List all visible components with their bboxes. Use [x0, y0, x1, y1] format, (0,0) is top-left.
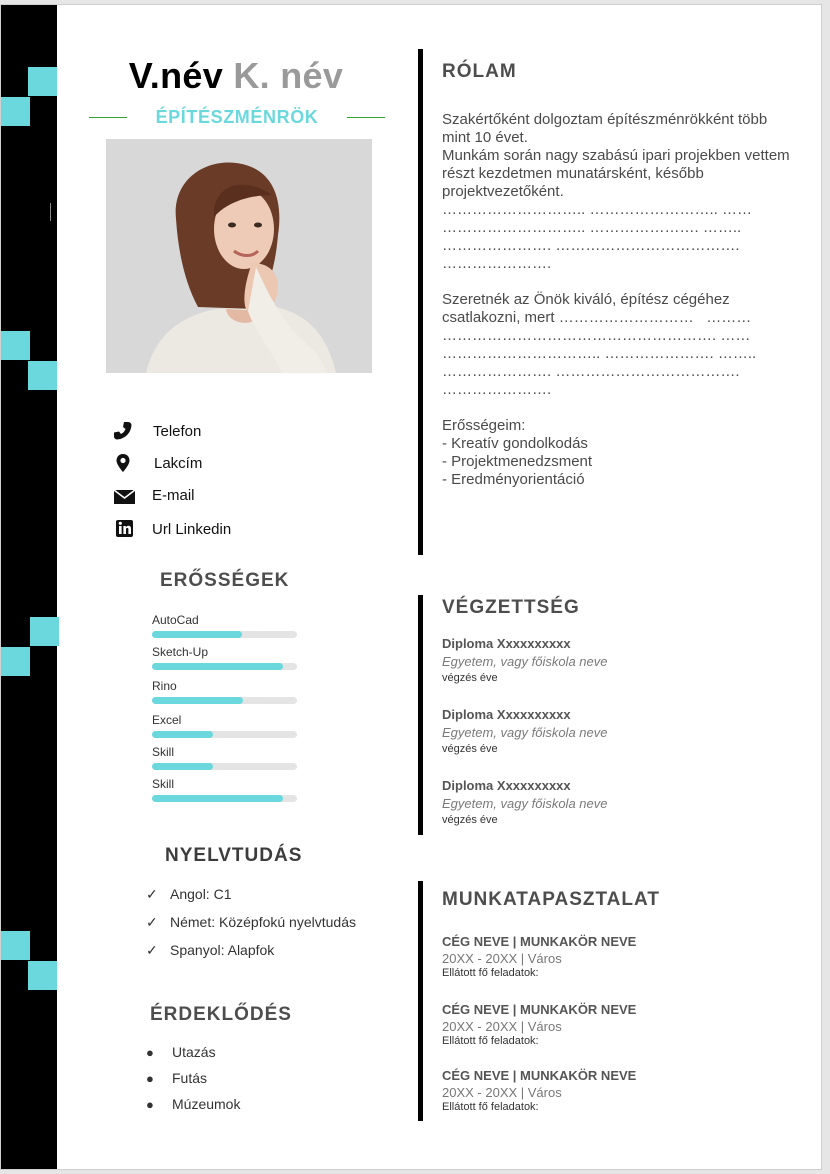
contact-phone-label: Telefon [153, 423, 202, 440]
education-title: VÉGZETTSÉG [442, 597, 580, 618]
language-item [146, 886, 231, 903]
accent-square [1, 931, 30, 960]
section-bar-about [418, 49, 423, 555]
degree: Diploma Xxxxxxxxxx [442, 636, 571, 651]
skills-title: ERŐSSÉGEK [160, 570, 290, 591]
education-item [442, 778, 782, 826]
education-item [442, 707, 782, 755]
skill-bar-fill [152, 795, 283, 802]
education-item [442, 636, 782, 684]
accent-square [30, 617, 59, 646]
job-role: ÉPÍTÉSZMÉNRÖK [155, 107, 319, 127]
skill-label: Excel [152, 713, 182, 727]
school: Egyetem, vagy főiskola neve [442, 796, 608, 811]
skill-item [152, 613, 297, 638]
skill-item [152, 777, 297, 802]
accent-square [1, 97, 30, 126]
linkedin-icon [113, 517, 137, 537]
language-item [146, 942, 274, 959]
bullet-icon: ● [146, 1071, 154, 1086]
interest-label: Múzeumok [172, 1096, 241, 1112]
languages-title: NYELVTUDÁS [165, 845, 303, 866]
bullet-icon: ● [146, 1045, 154, 1060]
skill-bar-track [152, 763, 297, 770]
first-name: V.név [128, 55, 224, 96]
location-pin-icon [113, 453, 137, 473]
envelope-icon [113, 485, 137, 505]
text-cursor [50, 203, 51, 221]
about-text [442, 111, 792, 489]
skill-bar-fill [152, 763, 213, 770]
language-label: Angol: C1 [170, 886, 232, 902]
skill-label: Sketch-Up [152, 645, 209, 659]
about-paragraph-strengths: Erősségeim: - Kreatív gondolkodás - Projektmenedzsment - Eredményorientáció [442, 417, 593, 488]
resume-page [0, 4, 822, 1170]
experience-item [442, 1002, 782, 1047]
language-label: Spanyol: Alapfok [170, 942, 275, 958]
job-title: CÉG NEVE | MUNKAKÖR NEVE [442, 1002, 637, 1017]
graduation-year: végzés éve [442, 672, 498, 684]
job-tasks: Ellátott fő feladatok: [442, 967, 539, 979]
contact-address-label: Lakcím [154, 455, 203, 472]
interest-label: Futás [172, 1070, 208, 1086]
accent-square [28, 961, 57, 990]
role-rule-right [347, 117, 385, 118]
accent-square [28, 67, 57, 96]
graduation-year: végzés éve [442, 814, 498, 826]
interest-label: Utazás [172, 1044, 216, 1060]
section-bar-education [418, 595, 423, 835]
checkmark-icon: ✓ [146, 914, 158, 930]
school: Egyetem, vagy főiskola neve [442, 725, 608, 740]
job-period: 20XX - 20XX | Város [442, 1019, 562, 1034]
accent-square [1, 647, 30, 676]
skill-item [152, 645, 297, 670]
about-title: RÓLAM [442, 61, 517, 82]
about-paragraph-motivation: Szeretnék az Önök kiváló, építész cégéhez csatlakozni, mert ……………………… ……… ………………………………………………. …… ………………………….. …………………. …….. …………………. ………………………………. …………………. [442, 291, 757, 398]
phone-icon [113, 421, 137, 441]
section-bar-experience [418, 881, 423, 1121]
graduation-year: végzés éve [442, 743, 498, 755]
contact-email-label: E-mail [152, 487, 195, 504]
school: Egyetem, vagy főiskola neve [442, 654, 608, 669]
experience-item [442, 934, 782, 979]
skill-label: Skill [152, 777, 175, 791]
checkmark-icon: ✓ [146, 942, 158, 958]
skill-bar-fill [152, 697, 243, 704]
skill-label: Rino [152, 679, 177, 693]
about-paragraph-intro: Szakértőként dolgoztam építészménrökként több mint 10 évet. Munkám során nagy szabású ipari projekben vettem részt kezdetmen munatársként, később projektvezetőként. ……………………….. …………………….. …… ……………………….. …………………. …….. …………………. ………………………………. …………………. [442, 111, 790, 272]
experience-item [442, 1068, 782, 1113]
experience-title: MUNKATAPASZTALAT [442, 889, 660, 910]
checkmark-icon: ✓ [146, 886, 158, 902]
skill-item [152, 713, 297, 738]
skill-bar-track [152, 731, 297, 738]
contact-linkedin-label: Url Linkedin [152, 521, 232, 538]
language-label: Német: Középfokú nyelvtudás [170, 914, 356, 930]
job-tasks: Ellátott fő feladatok: [442, 1035, 539, 1047]
job-period: 20XX - 20XX | Város [442, 1085, 562, 1100]
skill-bar-track [152, 697, 297, 704]
interest-item [146, 1070, 207, 1086]
left-sidebar-stripe [1, 5, 57, 1169]
language-item [146, 914, 356, 931]
role-row [89, 107, 385, 131]
skill-item [152, 679, 297, 704]
job-title: CÉG NEVE | MUNKAKÖR NEVE [442, 934, 637, 949]
degree: Diploma Xxxxxxxxxx [442, 707, 571, 722]
skill-bar-fill [152, 663, 283, 670]
bullet-icon: ● [146, 1097, 154, 1112]
interests-title: ÉRDEKLŐDÉS [150, 1004, 292, 1025]
degree: Diploma Xxxxxxxxxx [442, 778, 571, 793]
skill-bar-track [152, 663, 297, 670]
skill-item [152, 745, 297, 770]
skill-label: Skill [152, 745, 175, 759]
skill-bar-track [152, 795, 297, 802]
interest-item [146, 1044, 216, 1060]
job-period: 20XX - 20XX | Város [442, 951, 562, 966]
profile-photo [106, 139, 372, 373]
skill-label: AutoCad [152, 613, 199, 627]
skill-bar-fill [152, 731, 213, 738]
interest-item [146, 1096, 240, 1112]
last-name: K. név [233, 55, 344, 96]
accent-square [28, 361, 57, 390]
skill-bar-fill [152, 631, 242, 638]
job-title: CÉG NEVE | MUNKAKÖR NEVE [442, 1068, 637, 1083]
full-name [91, 55, 381, 97]
skill-bar-track [152, 631, 297, 638]
job-tasks: Ellátott fő feladatok: [442, 1101, 539, 1113]
accent-square [1, 331, 30, 360]
